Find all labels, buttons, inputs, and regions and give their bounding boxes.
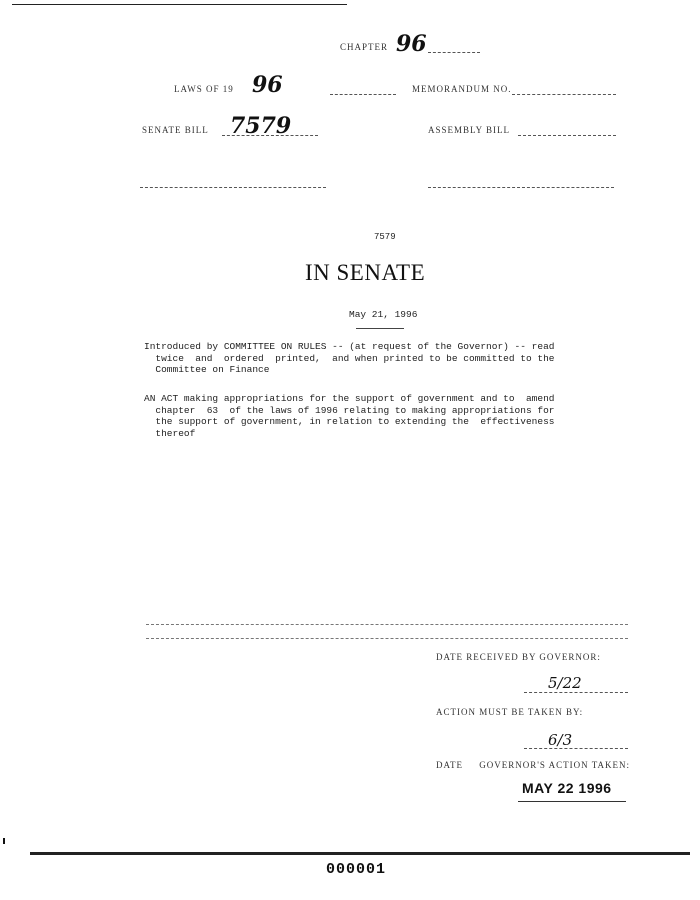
introduced-line: twice and ordered printed, and when printed to be committed to the: [144, 352, 555, 364]
action-must-label: ACTION MUST BE TAKEN BY:: [436, 707, 584, 717]
date-action-label: DATE GOVERNOR'S ACTION TAKEN:: [436, 760, 630, 770]
top-rule: [12, 4, 347, 5]
page-number: 000001: [326, 861, 387, 878]
act-line: thereof: [144, 427, 196, 439]
introduced-paragraph: [144, 341, 554, 376]
chapter-value: 96: [396, 31, 427, 57]
introduced-line: Committee on Finance: [144, 364, 270, 375]
act-line: the support of government, in relation to extending the effectiveness: [144, 416, 555, 427]
house-heading: IN SENATE: [305, 260, 426, 285]
bill-number: 7579: [374, 232, 396, 242]
assembly-bill-line: [518, 135, 616, 136]
laws-line: [330, 94, 396, 95]
bottom-rule: [30, 852, 690, 855]
senate-bill-line: [222, 135, 318, 136]
laws-label: LAWS OF 19: [174, 84, 234, 94]
action-must-line: [524, 748, 628, 749]
laws-value: 96: [252, 72, 283, 98]
assembly-bill-label: ASSEMBLY BILL: [428, 125, 511, 135]
date-underline: [356, 328, 404, 329]
act-line: AN ACT making appropriations for the support of government and to amend: [144, 393, 555, 404]
blank-line-right: [428, 187, 614, 188]
senate-bill-value: 7579: [230, 113, 292, 139]
bill-date: May 21, 1996: [349, 309, 418, 320]
date-received-line: [524, 692, 628, 693]
stamp-underline: [518, 801, 626, 802]
margin-mark: [3, 838, 5, 844]
introduced-line: Introduced by COMMITTEE ON RULES -- (at request of the Governor) -- read: [144, 341, 555, 352]
act-paragraph: [144, 393, 554, 439]
separator-line-1: [146, 624, 628, 625]
memo-line: [512, 94, 616, 95]
chapter-label: CHAPTER: [340, 42, 389, 52]
memo-label: MEMORANDUM NO.: [412, 84, 512, 94]
blank-line-left: [140, 187, 326, 188]
separator-line-2: [146, 638, 628, 639]
date-stamp: MAY 22 1996: [522, 780, 612, 796]
action-must-value: 6/3: [548, 731, 573, 749]
date-received-value: 5/22: [548, 674, 582, 692]
act-line: chapter 63 of the laws of 1996 relating to making appropriations for: [144, 404, 555, 416]
chapter-line: [428, 52, 480, 53]
date-received-label: DATE RECEIVED BY GOVERNOR:: [436, 652, 601, 662]
senate-bill-label: SENATE BILL: [142, 125, 209, 135]
